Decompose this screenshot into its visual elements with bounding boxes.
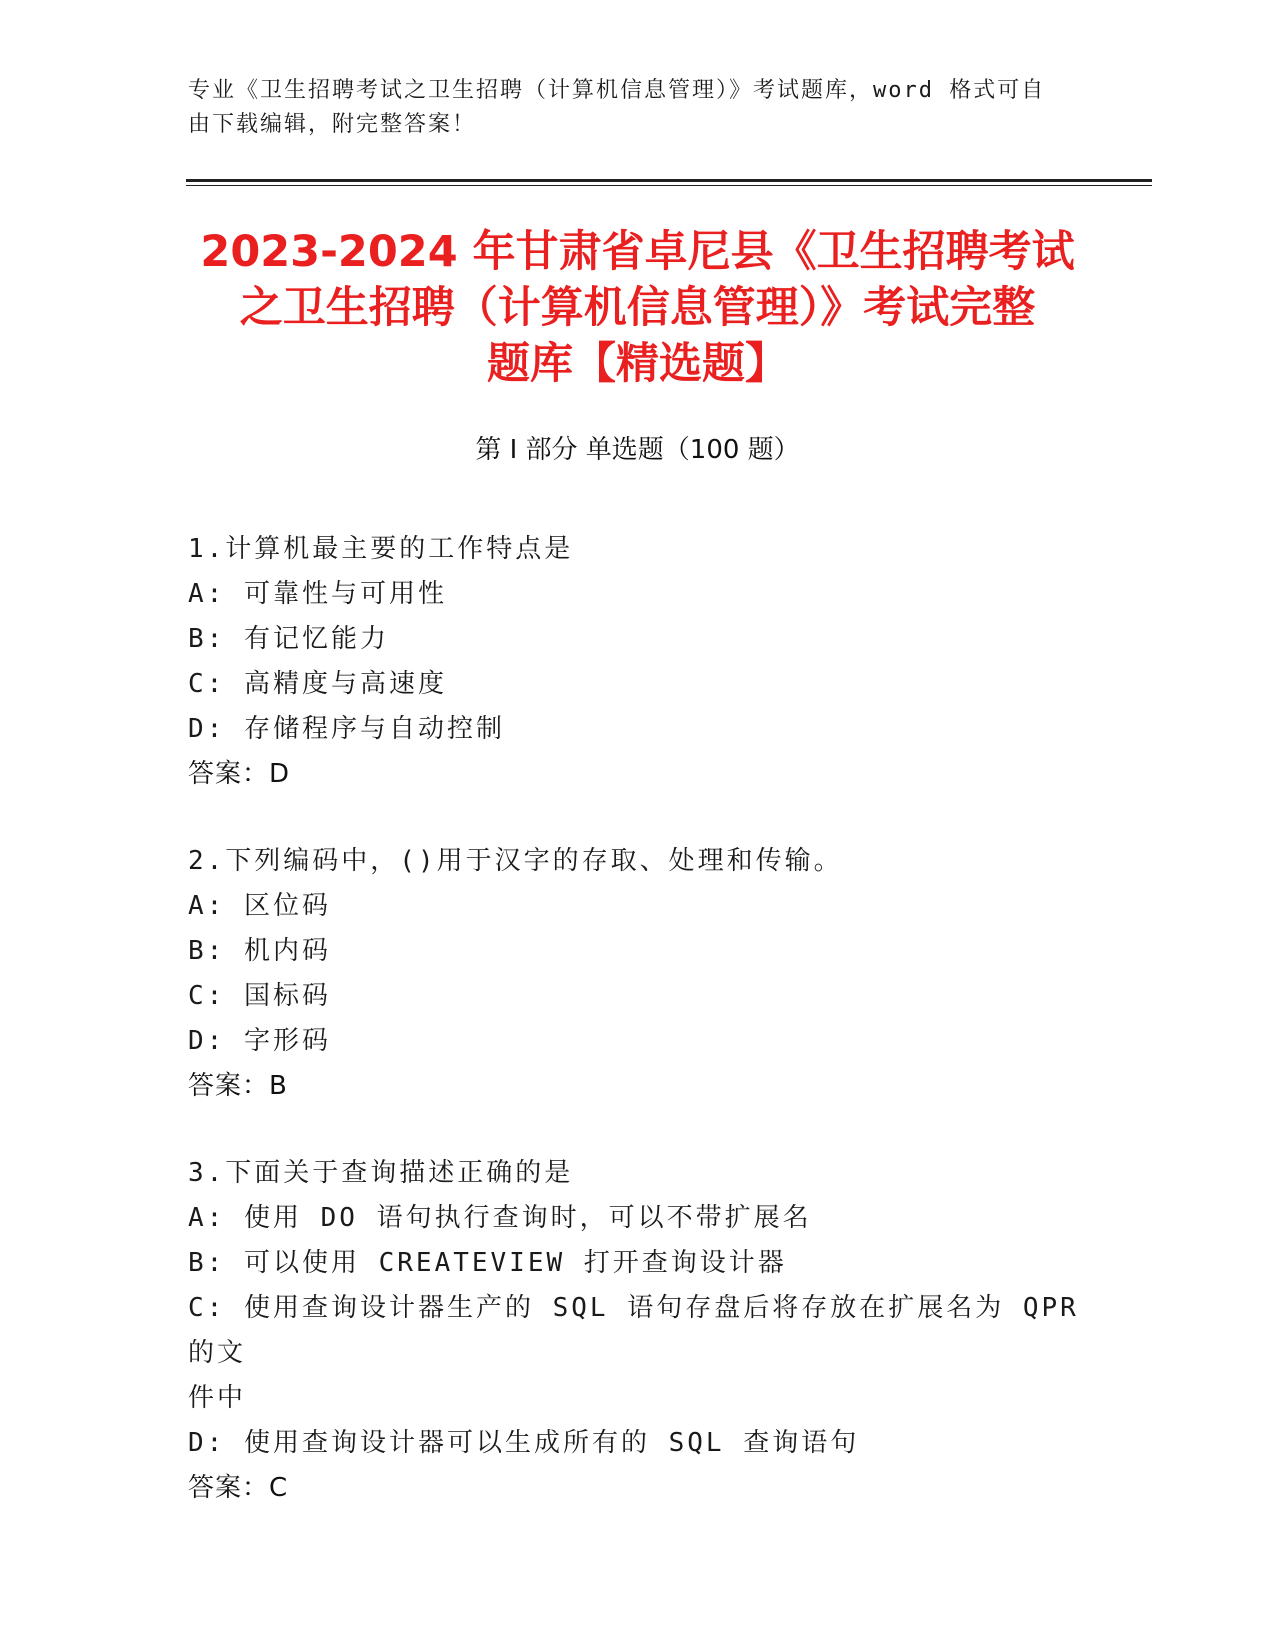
option-d: D: 使用查询设计器可以生成所有的 SQL 查询语句 (188, 1428, 860, 1458)
title-line-3: 题库【精选题】 (487, 339, 788, 389)
option-d: D: 存储程序与自动控制 (188, 714, 505, 744)
section-heading: 第 I 部分 单选题（100 题） (475, 435, 800, 465)
title-line-2: 之卫生招聘（计算机信息管理）》考试完整 (239, 283, 1036, 333)
question-list (188, 527, 1088, 1553)
option-c: C: 使用查询设计器生产的 SQL 语句存盘后将存放在扩展名为 QPR 的文 (188, 1293, 1079, 1368)
option-c-continuation: 件中 (188, 1383, 247, 1413)
answer-label: 答案：B (188, 1071, 288, 1101)
question-1 (188, 527, 1088, 797)
option-d: D: 字形码 (188, 1026, 331, 1056)
header-note-line-2: 由下载编辑，附完整答案！ (188, 112, 477, 137)
answer-label: 答案：D (188, 759, 291, 789)
question-2 (188, 839, 1088, 1109)
question-stem: 1.计算机最主要的工作特点是 (188, 534, 574, 564)
option-c: C: 高精度与高速度 (188, 669, 447, 699)
header-divider-thin (186, 185, 1152, 186)
option-a: A: 可靠性与可用性 (188, 579, 447, 609)
option-b: B: 机内码 (188, 936, 331, 966)
document-title (130, 224, 1145, 392)
question-stem: 2.下列编码中，()用于汉字的存取、处理和传输。 (188, 846, 843, 876)
option-a: A: 区位码 (188, 891, 331, 921)
header-divider-thick (186, 179, 1152, 182)
answer-label: 答案：C (188, 1473, 289, 1503)
header-note-line-1: 专业《卫生招聘考试之卫生招聘（计算机信息管理）》考试题库，word 格式可自 (188, 78, 1046, 103)
header-note (188, 74, 1088, 142)
option-b: B: 可以使用 CREATEVIEW 打开查询设计器 (188, 1248, 787, 1278)
question-stem: 3.下面关于查询描述正确的是 (188, 1158, 574, 1188)
option-b: B: 有记忆能力 (188, 624, 389, 654)
question-3 (188, 1151, 1088, 1511)
option-c: C: 国标码 (188, 981, 331, 1011)
title-line-1: 2023-2024 年甘肃省卓尼县《卫生招聘考试 (200, 227, 1075, 277)
option-a: A: 使用 DO 语句执行查询时，可以不带扩展名 (188, 1203, 812, 1233)
